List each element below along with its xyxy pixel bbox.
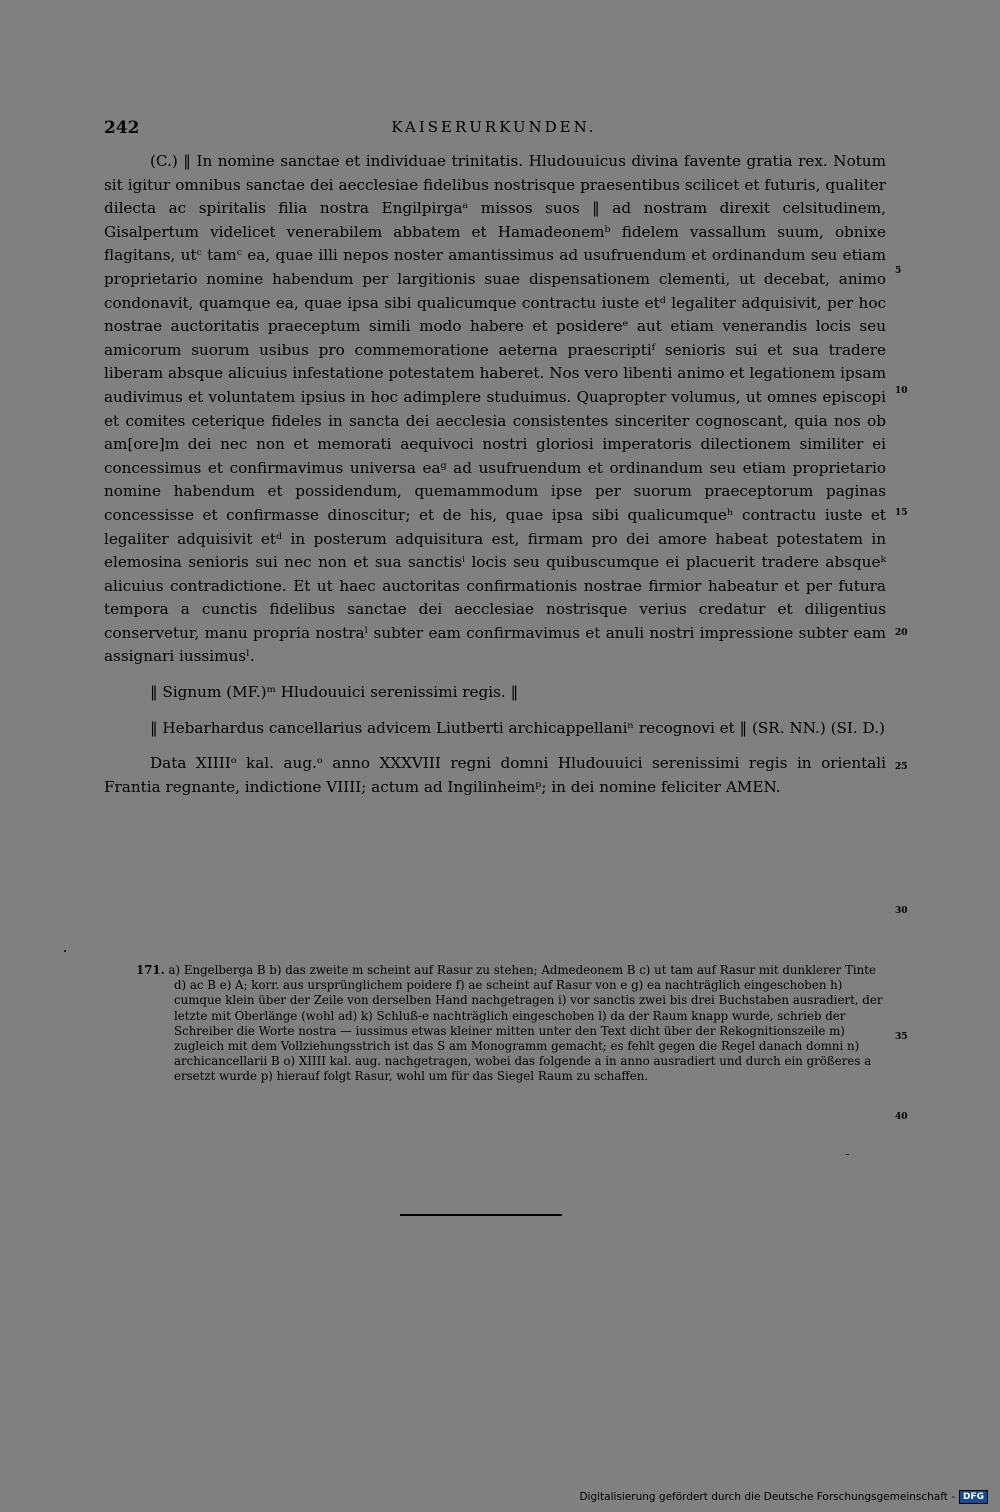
signum-line: ‖ Signum (MF.)ᵐ Hludouuici serenissimi regis. ‖: [150, 683, 519, 702]
margin-line-number: 5: [895, 266, 902, 276]
margin-line-number: 10: [895, 386, 908, 396]
dfg-logo: DFG: [959, 1490, 988, 1504]
scan-speck: [846, 1154, 849, 1155]
running-title: KAISERURKUNDEN.: [391, 118, 597, 136]
scan-speck: [64, 950, 66, 952]
margin-line-number: 20: [895, 628, 908, 638]
footnote-text: a) Engelberga B b) das zweite m scheint auf Rasur zu stehen; Admedeonem B c) ut tam auf Rasur mit dunklerer Tinte d) ac B e) A; korr. aus ursprünglichem poidere f) ae scheint auf Rasur von e g) ea nachträglich eingeschoben h) cumque klein über der Zeile von derselben Hand nachgetragen i) vor sanctis zwei bis drei Buchstaben ausradiert, der letzte mit Oberlänge (wohl ad) k) Schluß-e nachträglich eingeschoben l) da der Raum knapp wurde, schrieb der Schreiber die Worte nostra — iussimus etwas kleiner mitten unter den Text dicht über der Rekognitionszeile m) zugleich mit dem Vollziehungsstrich ist das S am Monogramm gemacht; es fehlt gegen die Regel danach domni n) archicancellarii B o) XIIII kal. aug. nachgetragen, wobei das folgende a in anno ausradiert und durch ein größeres a ersetzt wurde p) hierauf folgt Rasur, wohl um für das Siegel Raum zu schaffen.: [168, 963, 883, 1084]
margin-line-number: 15: [895, 508, 908, 518]
digitization-credit-text: Digitalisierung gefördert durch die Deutsche Forschungsgemeinschaft -: [579, 1491, 955, 1503]
closing-rule: [400, 1214, 562, 1216]
footnote-number: 171.: [136, 963, 165, 977]
digitization-credit: [579, 1490, 988, 1504]
dating-clause: Data XIIIIᵒ kal. aug.ᵒ anno XXXVIII regni domni Hludouuici serenissimi regis in orientali Frantia regnante, indictione VIIII; actum ad Ingilinheimᵖ; in dei nomine feliciter AMEN.: [104, 754, 886, 796]
margin-line-number: 25: [895, 762, 908, 772]
page-number: 242: [104, 118, 140, 138]
margin-line-number: 30: [895, 906, 908, 916]
margin-line-number: 35: [895, 1032, 908, 1042]
recognition-line: ‖ Hebarhardus cancellarius advicem Liutberti archicappellaniⁿ recognovi et ‖ (SR. NN.) (SI. D.): [150, 718, 885, 737]
page-header: [104, 118, 884, 142]
margin-line-number: 40: [895, 1112, 908, 1122]
footnotes: [136, 963, 888, 1085]
charter-main-paragraph: (C.) ‖ In nomine sanctae et individuae trinitatis. Hludouuicus divina favente gratia rex. Notum sit igitur omnibus sanctae dei aecclesiae fidelibus nostrisque praesentibus scilicet et futuris, qualiter dilecta ac spiritalis filia nostra Engilpirgaᵃ missos suos ‖ ad nostram direxit celsitudinem, Gisalpertum videlicet venerabilem abbatem et Hamadeonemᵇ fidelem vassallum suum, obnixe flagitans, utᶜ tamᶜ ea, quae illi nepos noster amantissimus ad usufruendum et ordinandum seu etiam proprietario nomine habendum per largitionis suae dispensationem clementi, ut decebat, animo condonavit, quamque ea, quae ipsa sibi qualicumque contractu iuste etᵈ legaliter adquisivit, per hoc nostrae auctoritatis praeceptum simili modo habere et posidereᵉ aut etiam venerandis locis seu amicorum suorum usibus pro commemoratione aeterna praescriptiᶠ senioris sui et sua tradere liberam absque alicuius infestatione potestatem haberet. Nos vero libenti animo et legationem ipsam audivimus et voluntatem ipsius in hoc adimplere studuimus. Quapropter volumus, ut omnes episcopi et comites ceterique fideles in sancta dei aecclesia consistentes sinceriter cognoscant, quia nos ob am[ore]m dei nec non et memorati aequivoci nostri gloriosi imperatoris dilectionem similiter ei concessimus et confirmavimus universa eaᵍ ad usufruendum et ordinandum seu etiam proprietario nomine habendum et possidendum, quemammodum ipse per suorum praeceptorum paginas concessisse et confirmasse dinoscitur; et de his, quae ipsa sibi qualicumqueʰ contractu iuste et legaliter adquisivit etᵈ in posterum adquisitura est, firmam pro dei amore habeat potestatem in elemosina senioris sui nec non et sua sanctisⁱ locis seu quibuscumque ei placuerit tradere absqueᵏ alicuius contradictione. Et ut haec auctoritas confirmationis nostrae firmior habeatur et per futura tempora a cunctis fidelibus sanctae dei aecclesiae nostrisque verius credatur et diligentius conservetur, manu propria nostraˡ subter eam confirmavimus et anuli nostri impressione subter eam assignari iussimusˡ.: [104, 152, 886, 666]
footnote-block: [136, 963, 888, 1085]
charter-text: [104, 150, 886, 799]
